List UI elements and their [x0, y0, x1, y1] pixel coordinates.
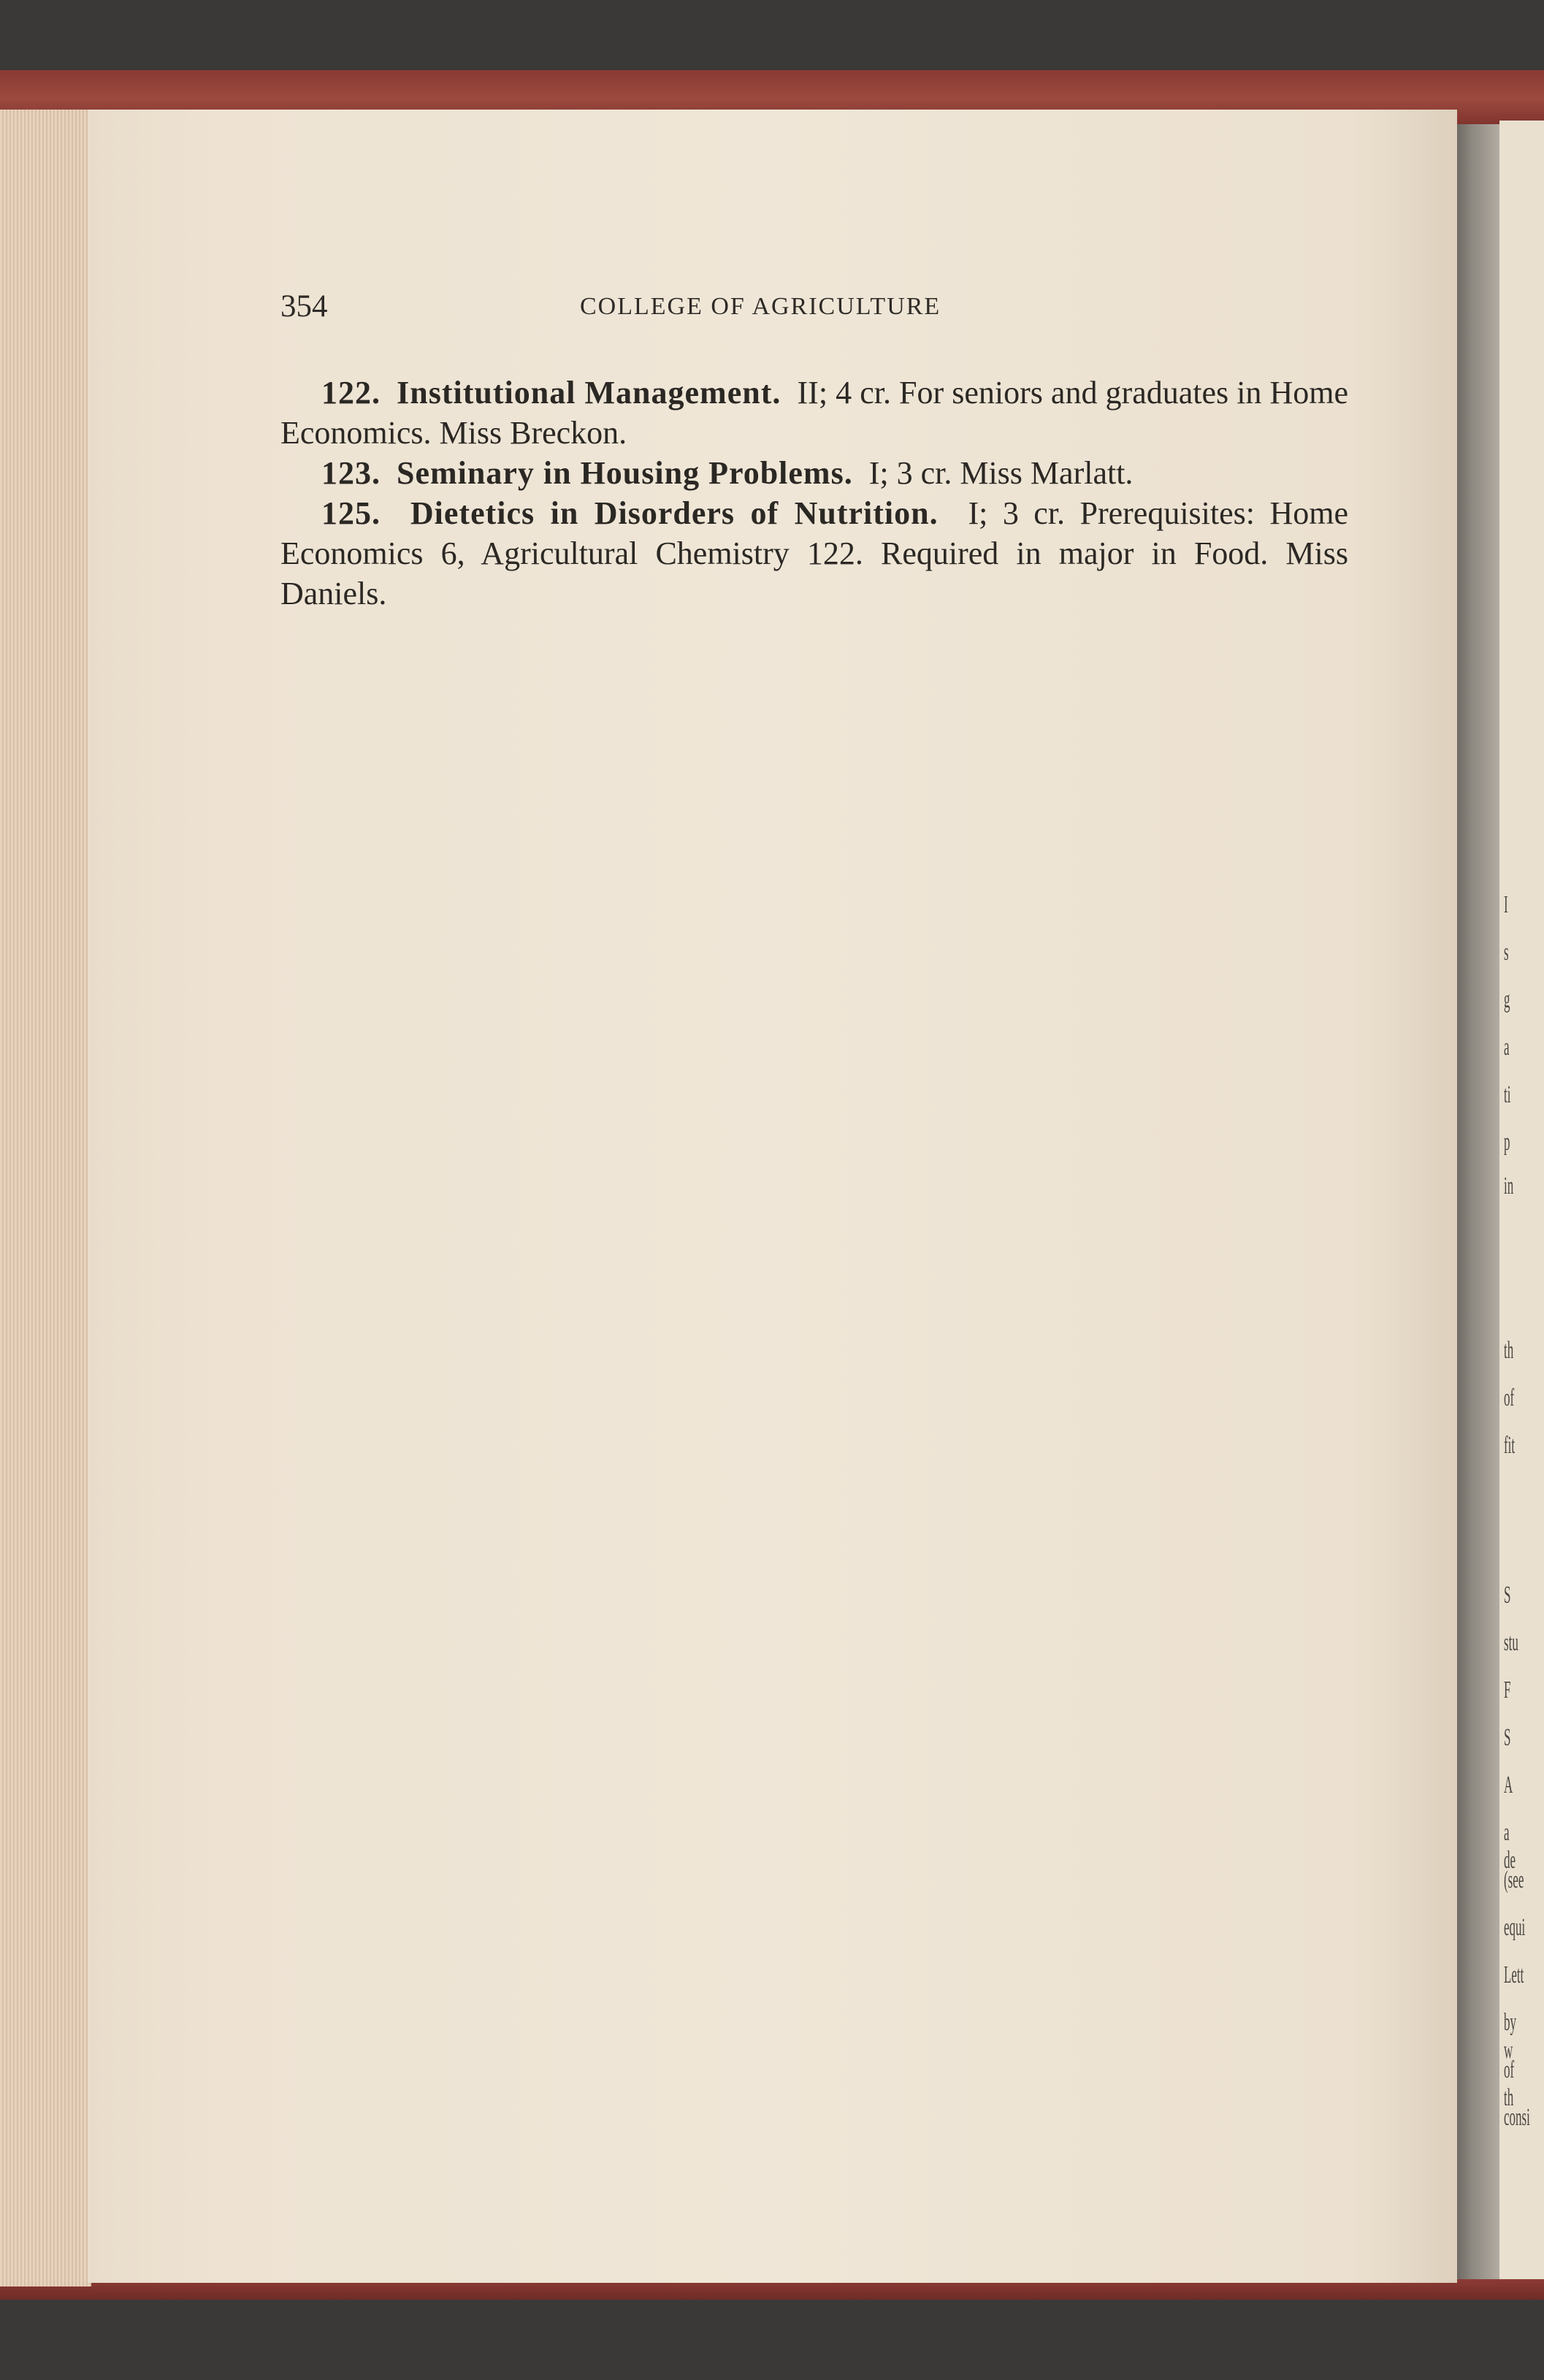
- next-page-fragment: in: [1504, 1172, 1514, 1199]
- next-page-fragment: S: [1504, 1582, 1511, 1609]
- page-header: [280, 289, 1339, 325]
- next-page-fragment: stu: [1504, 1629, 1518, 1656]
- next-page-fragment: F: [1504, 1677, 1511, 1704]
- next-page-fragment: s: [1504, 939, 1509, 966]
- next-page-edge: [1499, 121, 1544, 2279]
- next-page-fragment: by w: [1504, 2009, 1516, 2064]
- course-details: II; 4 cr. For seniors and graduates in Home Economics. Miss Breckon.: [280, 375, 1349, 451]
- course-title: Institutional Management.: [397, 375, 781, 411]
- next-page-fragment: S: [1504, 1724, 1511, 1751]
- next-page-fragment: a de: [1504, 1819, 1516, 1874]
- next-page-fragment: (see: [1504, 1866, 1524, 1893]
- next-page-fragment: ti: [1504, 1081, 1511, 1108]
- running-head: COLLEGE OF AGRICULTURE: [580, 293, 941, 320]
- course-entry: [280, 373, 1348, 453]
- next-page-fragment: equi: [1504, 1914, 1526, 1941]
- next-page-fragment: th: [1504, 1337, 1514, 1364]
- course-entry: [280, 493, 1348, 614]
- course-title: Seminary in Housing Problems.: [397, 455, 853, 491]
- next-page-fragment: of: [1504, 1384, 1515, 1411]
- page-number: 354: [280, 289, 328, 324]
- next-page-fragment: p: [1504, 1129, 1510, 1156]
- next-page-fragment: fit: [1504, 1432, 1516, 1459]
- next-page-fragment: Lett: [1504, 1961, 1524, 1988]
- course-number: 122.: [321, 375, 381, 411]
- next-page-fragment: I: [1504, 891, 1508, 918]
- next-page-fragment: consi: [1504, 2104, 1530, 2131]
- next-page-fragment: A: [1504, 1771, 1513, 1799]
- next-page-fragment: of th: [1504, 2056, 1515, 2111]
- course-entry: [280, 453, 1348, 493]
- course-details: I; 3 cr. Prerequisites: Home Economics 6, Agricultural Chemistry 122. Required in major in Food. Miss Daniels.: [280, 495, 1348, 611]
- course-number: 123.: [321, 455, 381, 491]
- course-title: Dietetics in Disorders of Nutrition.: [410, 495, 939, 531]
- page-stack-edge: [0, 110, 91, 2286]
- book-gutter: [1457, 124, 1499, 2279]
- course-list: [280, 373, 1348, 614]
- course-details: I; 3 cr. Miss Marlatt.: [868, 455, 1134, 491]
- course-number: 125.: [321, 495, 381, 531]
- next-page-fragment: a: [1504, 1034, 1510, 1061]
- next-page-fragment: g: [1504, 986, 1510, 1013]
